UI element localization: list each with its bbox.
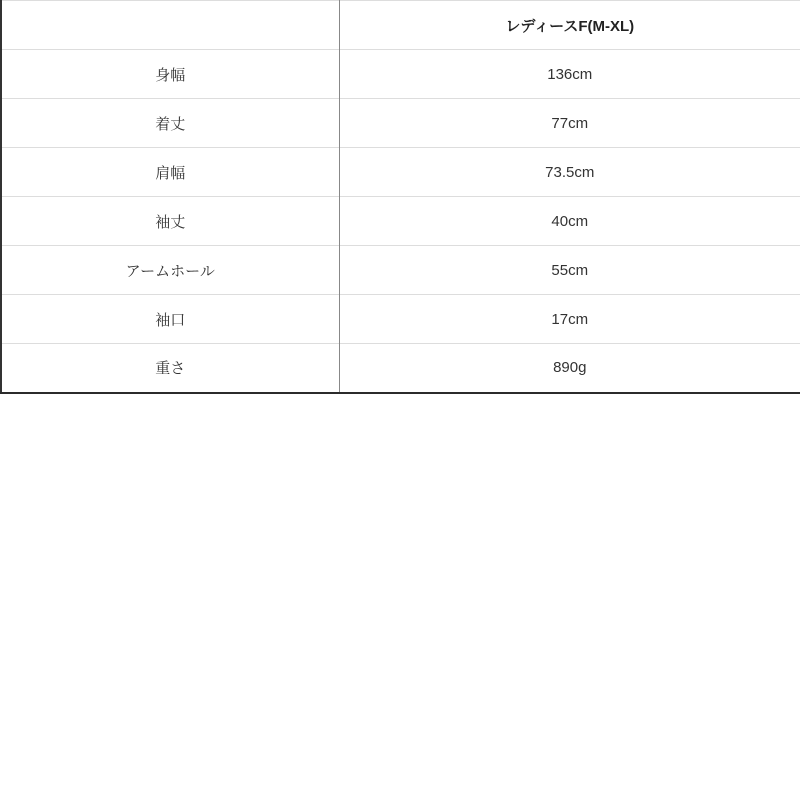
measurement-value: 40cm xyxy=(339,197,800,246)
table-row xyxy=(1,148,800,197)
measurement-value: 136cm xyxy=(339,50,800,99)
measurement-value: 890g xyxy=(339,344,800,393)
table-row xyxy=(1,50,800,99)
table-body xyxy=(1,50,800,393)
measurement-label: 袖口 xyxy=(1,295,339,344)
table-row xyxy=(1,197,800,246)
measurement-value: 17cm xyxy=(339,295,800,344)
measurement-label: 肩幅 xyxy=(1,148,339,197)
measurement-label: アームホール xyxy=(1,246,339,295)
measurement-value: 77cm xyxy=(339,99,800,148)
size-chart-table xyxy=(0,0,800,394)
measurement-label: 身幅 xyxy=(1,50,339,99)
table-row xyxy=(1,344,800,393)
measurement-value: 73.5cm xyxy=(339,148,800,197)
measurement-value: 55cm xyxy=(339,246,800,295)
table-header-row xyxy=(1,1,800,50)
header-size-cell: レディースF(M-XL) xyxy=(339,1,800,50)
measurement-label: 袖丈 xyxy=(1,197,339,246)
table-row xyxy=(1,99,800,148)
table-row xyxy=(1,295,800,344)
measurement-label: 着丈 xyxy=(1,99,339,148)
header-empty-cell xyxy=(1,1,339,50)
table-row xyxy=(1,246,800,295)
measurement-label: 重さ xyxy=(1,344,339,393)
